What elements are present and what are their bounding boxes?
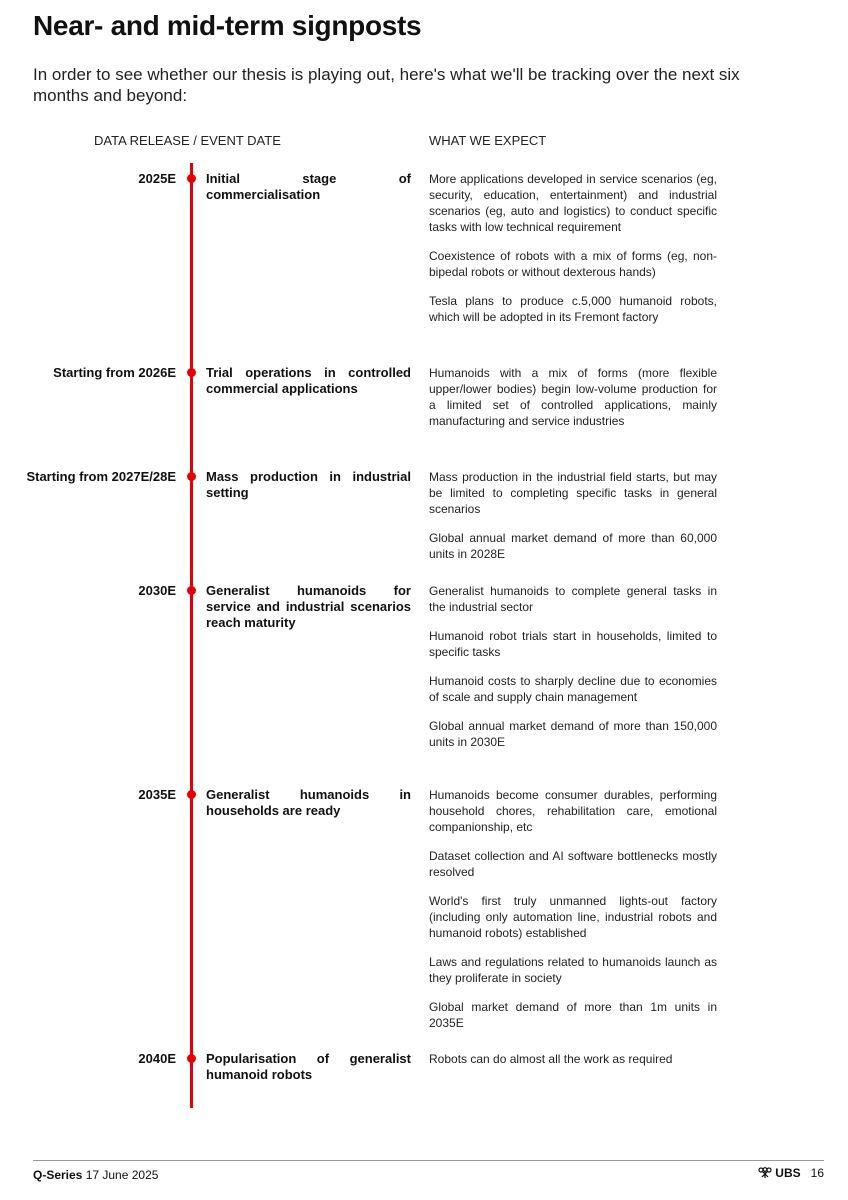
expectation-item: Global annual market demand of more than 60,000 units in 2028E (429, 531, 717, 561)
timeline-dot (187, 790, 196, 799)
expectation-item: Tesla plans to produce c.5,000 humanoid robots, which will be adopted in its Fremont factory (429, 294, 717, 324)
signpost-date: 2035E (138, 787, 176, 802)
signpost-event: Mass production in industrial setting (206, 469, 411, 500)
signpost-expectations (429, 1051, 717, 1080)
signpost-date: 2030E (138, 583, 176, 598)
signpost-expectations (429, 365, 717, 442)
expectation-item: Coexistence of robots with a mix of forms (eg, non-bipedal robots or without dexterous hands) (429, 249, 717, 279)
timeline-line (190, 163, 193, 1108)
timeline-dot (187, 586, 196, 595)
timeline-dot (187, 174, 196, 183)
column-header-expect: WHAT WE EXPECT (429, 133, 547, 148)
expectation-item: Humanoid robot trials start in households, limited to specific tasks (429, 629, 717, 659)
signpost-date: 2025E (138, 171, 176, 186)
brand-name: UBS (775, 1166, 801, 1180)
footer-series-name: Q-Series (33, 1168, 83, 1182)
signpost-expectations (429, 583, 717, 763)
intro-text: In order to see whether our thesis is playing out, here's what we'll be tracking over the next six months and beyond: (33, 65, 740, 105)
signpost-event: Initial stage of commercialisation (206, 171, 411, 202)
footer-series (33, 1168, 158, 1182)
signpost-event: Generalist humanoids in households are ready (206, 787, 411, 818)
expectation-item: Dataset collection and AI software bottlenecks mostly resolved (429, 849, 717, 879)
signpost-date: 2040E (138, 1051, 176, 1066)
keys-icon (757, 1167, 773, 1179)
signpost-event: Generalist humanoids for service and industrial scenarios reach maturity (206, 583, 411, 630)
column-header-date: DATA RELEASE / EVENT DATE (94, 133, 281, 148)
signpost-event: Trial operations in controlled commercial applications (206, 365, 411, 396)
expectation-item: Humanoid costs to sharply decline due to economies of scale and supply chain management (429, 674, 717, 704)
signpost-date: Starting from 2027E/28E (26, 469, 176, 484)
page-title: Near- and mid-term signposts (33, 10, 422, 41)
footer-date: 17 June 2025 (85, 1168, 159, 1182)
signpost-event: Popularisation of generalist humanoid robots (206, 1051, 411, 1082)
ubs-logo (757, 1166, 800, 1180)
signpost-expectations (429, 787, 717, 1044)
page-number: 16 (810, 1166, 824, 1180)
expectation-item: Laws and regulations related to humanoids launch as they proliferate in society (429, 955, 717, 985)
timeline-dot (187, 368, 196, 377)
timeline-dot (187, 472, 196, 481)
expectation-item: Global annual market demand of more than 150,000 units in 2030E (429, 719, 717, 749)
timeline-dot (187, 1054, 196, 1063)
expectation-item: Global market demand of more than 1m units in 2035E (429, 1000, 717, 1030)
footer-brand-area (757, 1166, 824, 1180)
expectation-item: Mass production in the industrial field starts, but may be limited to completing specific tasks in general scenarios (429, 470, 717, 516)
expectation-item: World's first truly unmanned lights-out factory (including only automation line, industrial robots and humanoid robots) established (429, 894, 717, 940)
expectation-item: More applications developed in service scenarios (eg, security, education, entertainment) and industrial scenarios (eg, auto and logistics) to conduct specific tasks with low technical requirement (429, 172, 717, 234)
signpost-expectations (429, 469, 717, 575)
expectation-item: Humanoids with a mix of forms (more flexible upper/lower bodies) begin low-volume production for a limited set of controlled applications, mainly manufacturing and service industries (429, 366, 717, 428)
expectation-item: Humanoids become consumer durables, performing household chores, rehabilitation care, emotional companionship, etc (429, 788, 717, 834)
expectation-item: Robots can do almost all the work as required (429, 1052, 673, 1066)
signpost-expectations (429, 171, 717, 338)
signpost-date: Starting from 2026E (53, 365, 176, 380)
expectation-item: Generalist humanoids to complete general tasks in the industrial sector (429, 584, 717, 614)
footer-divider (33, 1160, 824, 1161)
